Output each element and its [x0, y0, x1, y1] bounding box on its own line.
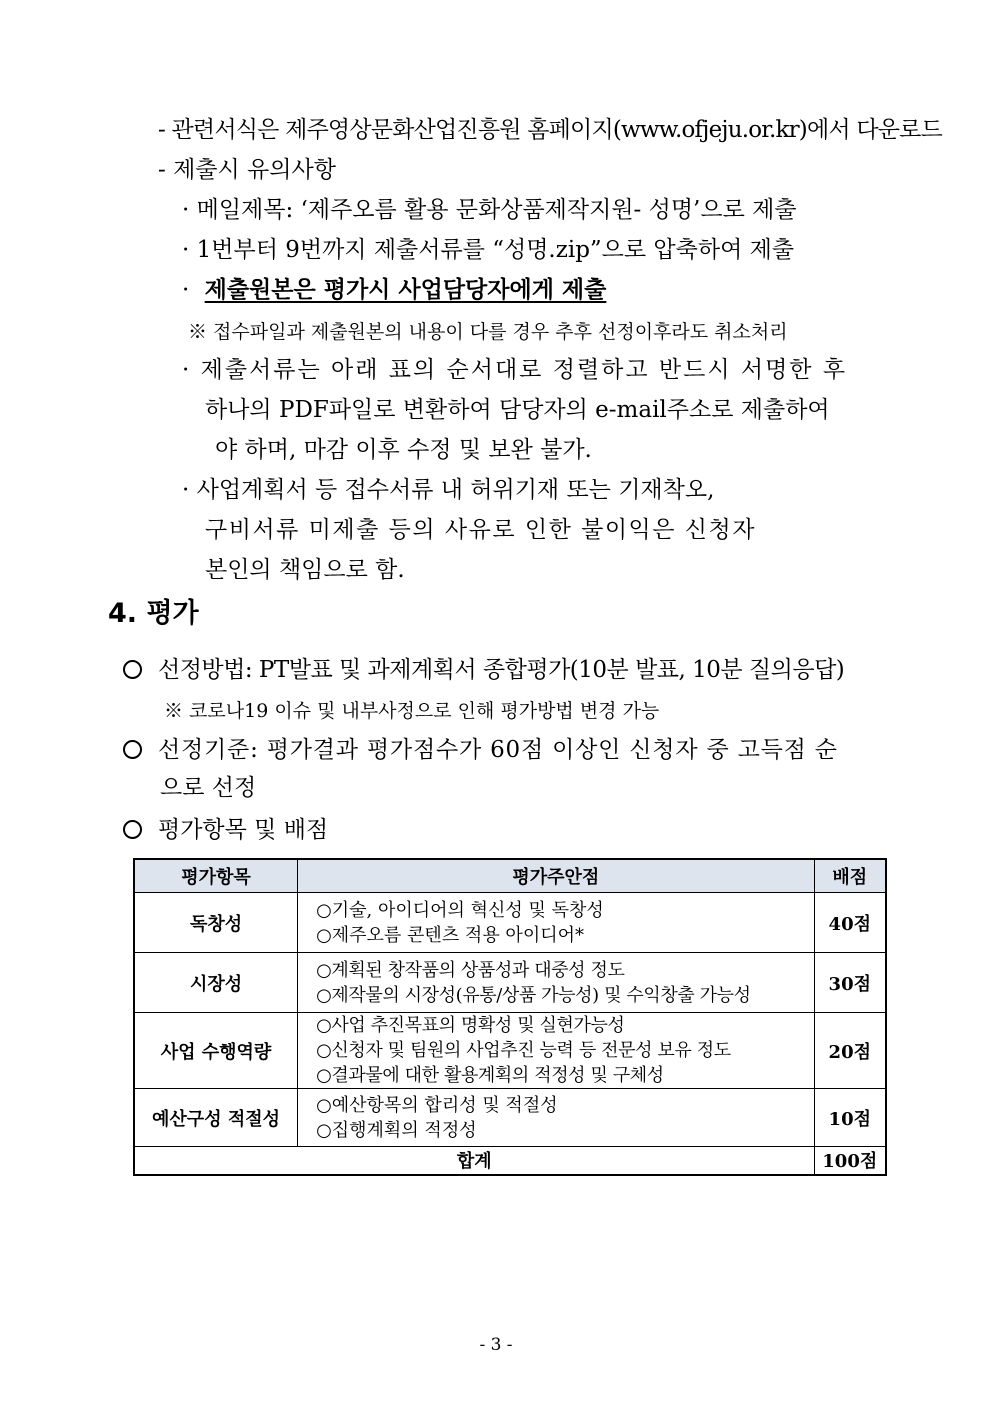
- selection-criteria-text: 선정기준: 평가결과 평가점수가 60점 이상인 신청자 중 고득점 순: [158, 737, 838, 763]
- row-criteria: [298, 953, 814, 1013]
- selection-criteria-cont: 으로 선정: [160, 775, 257, 801]
- cancellation-note: ※ 접수파일과 제출원본의 내용이 다를 경우 추후 선정이후라도 취소처리: [188, 321, 788, 343]
- circle-bullet-icon: [123, 740, 142, 759]
- row-score: 40점: [814, 893, 886, 953]
- page-number: - 3 -: [479, 1335, 513, 1355]
- table-row: [134, 1089, 886, 1147]
- row-score: 20점: [814, 1013, 886, 1089]
- row-criteria: [298, 1013, 814, 1089]
- selection-method-text: 선정방법: PT발표 및 과제계획서 종합평가(10분 발표, 10분 질의응답): [158, 657, 845, 683]
- criteria-item: ○사업 추진목표의 명확성 및 실현가능성: [316, 1015, 625, 1036]
- section-heading: 4. 평가: [108, 598, 199, 629]
- table-row: [134, 1013, 886, 1089]
- header-category: 평가항목: [134, 859, 298, 893]
- row-score: 10점: [814, 1089, 886, 1147]
- evaluation-items-title-text: 평가항목 및 배점: [158, 817, 329, 843]
- selection-criteria: [123, 735, 838, 765]
- note-false-statement: · 사업계획서 등 접수서류 내 허위기재 또는 기재착오,: [182, 477, 715, 503]
- criteria-item: ○결과물에 대한 활용계획의 적정성 및 구체성: [316, 1065, 664, 1086]
- circle-bullet-icon: [123, 660, 142, 679]
- row-category: 사업 수행역량: [134, 1013, 298, 1089]
- header-criteria: 평가주안점: [298, 859, 814, 893]
- row-criteria: [298, 1089, 814, 1147]
- bullet: ·: [182, 277, 190, 303]
- row-criteria: [298, 893, 814, 953]
- selection-method: [123, 655, 844, 685]
- note-sort-order-2: 하나의 PDF파일로 변환하여 담당자의 e-mail주소로 제출하여: [205, 397, 830, 423]
- row-score: 30점: [814, 953, 886, 1013]
- criteria-item: ○기술, 아이디어의 혁신성 및 독창성: [316, 899, 604, 921]
- note-original-submission: [182, 275, 606, 305]
- criteria-item: ○제작물의 시장성(유통/상품 가능성) 및 수익창출 가능성: [316, 984, 751, 1006]
- criteria-item: ○신청자 및 팀원의 사업추진 능력 등 전문성 보유 정도: [316, 1040, 731, 1061]
- row-category: 시장성: [134, 953, 298, 1013]
- evaluation-items-title: [123, 815, 328, 845]
- note-false-statement-3: 본인의 책임으로 함.: [205, 557, 405, 583]
- row-category: 예산구성 적절성: [134, 1089, 298, 1147]
- circle-bullet-icon: [123, 820, 142, 839]
- note-sort-order-3: 야 하며, 마감 이후 수정 및 보완 불가.: [215, 437, 592, 463]
- header-score: 배점: [814, 859, 886, 893]
- criteria-item: ○계획된 창작품의 상품성과 대중성 정도: [316, 959, 625, 981]
- table-row: [134, 953, 886, 1013]
- total-score: 100점: [814, 1147, 886, 1175]
- submission-notes-heading: - 제출시 유의사항: [158, 157, 336, 183]
- table-row: [134, 893, 886, 953]
- note-sort-order: · 제출서류는 아래 표의 순서대로 정렬하고 반드시 서명한 후: [182, 357, 848, 383]
- note-false-statement-2: 구비서류 미제출 등의 사유로 인한 불이익은 신청자: [205, 517, 756, 543]
- row-category: 독창성: [134, 893, 298, 953]
- download-instruction: - 관련서식은 제주영상문화산업진흥원 홈페이지(www.ofjeju.or.kr)에서 다운로드: [158, 117, 942, 143]
- criteria-item: ○집행계획의 적정성: [316, 1119, 477, 1141]
- total-label: 합계: [134, 1147, 814, 1175]
- table-header-row: [134, 859, 886, 893]
- criteria-item: ○예산항목의 합리성 및 적절성: [316, 1094, 558, 1116]
- method-note: ※ 코로나19 이슈 및 내부사정으로 인해 평가방법 변경 가능: [164, 700, 660, 722]
- evaluation-table: [133, 858, 887, 1176]
- criteria-item: ○제주오름 콘텐츠 적용 아이디어*: [316, 924, 584, 946]
- note-email-subject: · 메일제목: ‘제주오름 활용 문화상품제작지원- 성명’으로 제출: [182, 197, 797, 223]
- original-submission-text: 제출원본은 평가시 사업담당자에게 제출: [204, 276, 607, 303]
- table-total-row: [134, 1147, 886, 1175]
- note-zip-file: · 1번부터 9번까지 제출서류를 “성명.zip”으로 압축하여 제출: [182, 237, 795, 263]
